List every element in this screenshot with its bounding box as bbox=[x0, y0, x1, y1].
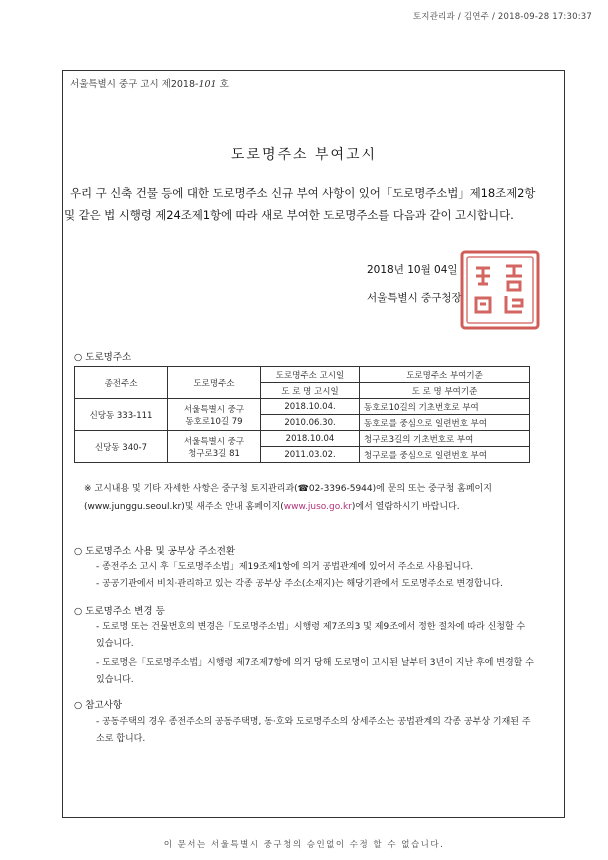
note-suffix: )에서 열람하시기 바랍니다. bbox=[351, 502, 460, 512]
table-header-jibun: 종전주소 bbox=[75, 367, 168, 399]
table-row bbox=[75, 399, 530, 415]
cell-road-line2: 동호로10길 79 bbox=[185, 416, 243, 427]
notice-intro: 우리 구 신축 건물 등에 대한 도로명주소 신규 부여 사항이 있어「도로명주소법」제18조제2항 및 같은 법 시행령 제24조제1항에 따라 새로 부여한 도로명주소를 다음과 같이 고시합니다. bbox=[64, 186, 536, 222]
list-item: - 종전주소 고시 후「도로명주소법」제19조제1항에 의거 공법관계에 있어서 주소로 사용됩니다. bbox=[96, 562, 474, 572]
cell-basis: 청구로를 중심으로 일련번호 부여 bbox=[360, 447, 530, 463]
table-header-basis-bottom: 도 로 명 부여기준 bbox=[360, 383, 530, 399]
contact-note bbox=[84, 480, 524, 516]
section-change-title: ○ 도로명주소 변경 등 bbox=[74, 606, 165, 617]
note-prefix: ※ 고시내용 및 기타 자세한 사항은 중구청 토지관리과(☎02-3396-5944)에 문의 또는 중구청 홈페이지 bbox=[84, 484, 492, 494]
document-meta-header: 토지관리과 / 김연주 / 2018-09-28 17:30:37 bbox=[412, 12, 592, 22]
cell-road bbox=[168, 431, 261, 463]
notice-issuer: 서울특별시 중구청장 bbox=[367, 292, 462, 304]
notice-number-handwritten: 101 bbox=[198, 79, 217, 90]
cell-road bbox=[168, 399, 261, 431]
cell-basis: 동호로10길의 기초번호로 부여 bbox=[360, 399, 530, 415]
section-usage-title: ○ 도로명주소 사용 및 공부상 주소전환 bbox=[74, 546, 236, 557]
table-row bbox=[75, 431, 530, 447]
official-seal-stamp bbox=[456, 246, 544, 334]
table-header-basis-top: 도로명주소 부여기준 bbox=[360, 367, 530, 383]
cell-date: 2010.06.30. bbox=[261, 415, 360, 431]
juso-homepage-link[interactable]: www.juso.go.kr bbox=[283, 502, 352, 512]
notice-number-prefix: 서울특별시 중구 고시 제2018- bbox=[70, 79, 199, 90]
notice-title: 도로명주소 부여고시 bbox=[230, 147, 378, 163]
cell-road-line1: 서울특별시 중구 bbox=[183, 404, 245, 415]
cell-jibun: 신당동 333-111 bbox=[75, 399, 168, 431]
note-mid: 및 새주소 안내 홈페이지( bbox=[184, 502, 284, 512]
road-address-table bbox=[74, 366, 530, 463]
notice-number bbox=[70, 76, 229, 90]
cell-jibun: 신당동 340-7 bbox=[75, 431, 168, 463]
notice-number-suffix: 호 bbox=[219, 79, 229, 90]
cell-date: 2011.03.02. bbox=[261, 447, 360, 463]
cell-basis: 동호로를 중심으로 일련번호 부여 bbox=[360, 415, 530, 431]
list-item: - 도로명 또는 건물번호의 변경은「도로명주소법」시행령 제7조의3 및 제9조에서 정한 절차에 따라 신청할 수 있습니다. bbox=[96, 622, 526, 649]
cell-basis: 청구로3길의 기초번호로 부여 bbox=[360, 431, 530, 447]
section-reference-title: ○ 참고사항 bbox=[74, 700, 123, 711]
document-footer: 이 문서는 서울특별시 중구청의 승인없이 수정 할 수 없습니다. bbox=[163, 840, 445, 850]
cell-road-line2: 청구로3길 81 bbox=[188, 448, 240, 459]
list-item: - 공공기관에서 비치·관리하고 있는 각종 공부상 주소(소재지)는 해당기관에서 도로명주소로 변경합니다. bbox=[96, 579, 503, 589]
list-item: - 공동주택의 경우 종전주소의 공동주택명, 동·호와 도로명주소의 상세주소는 공법관계의 각종 공부상 기재된 주소로 합니다. bbox=[96, 717, 531, 744]
table-header-road: 도로명주소 bbox=[168, 367, 261, 399]
cell-date: 2018.10.04. bbox=[261, 399, 360, 415]
notice-date: 2018년 10월 04일 bbox=[367, 264, 458, 276]
list-item: - 도로명은「도로명주소법」시행령 제7조제7항에 의거 당해 도로명이 고시된 날부터 3년이 지난 후에 변경할 수 있습니다. bbox=[96, 658, 534, 685]
cell-date: 2018.10.04 bbox=[261, 431, 360, 447]
table-header-date-bottom: 도 로 명 고시일 bbox=[261, 383, 360, 399]
table-header-date-top: 도로명주소 고시일 bbox=[261, 367, 360, 383]
junggu-homepage-link[interactable]: (www.junggu.seoul.kr) bbox=[84, 502, 185, 512]
section-road-address-title: ○ 도로명주소 bbox=[74, 352, 132, 363]
cell-road-line1: 서울특별시 중구 bbox=[183, 436, 245, 447]
